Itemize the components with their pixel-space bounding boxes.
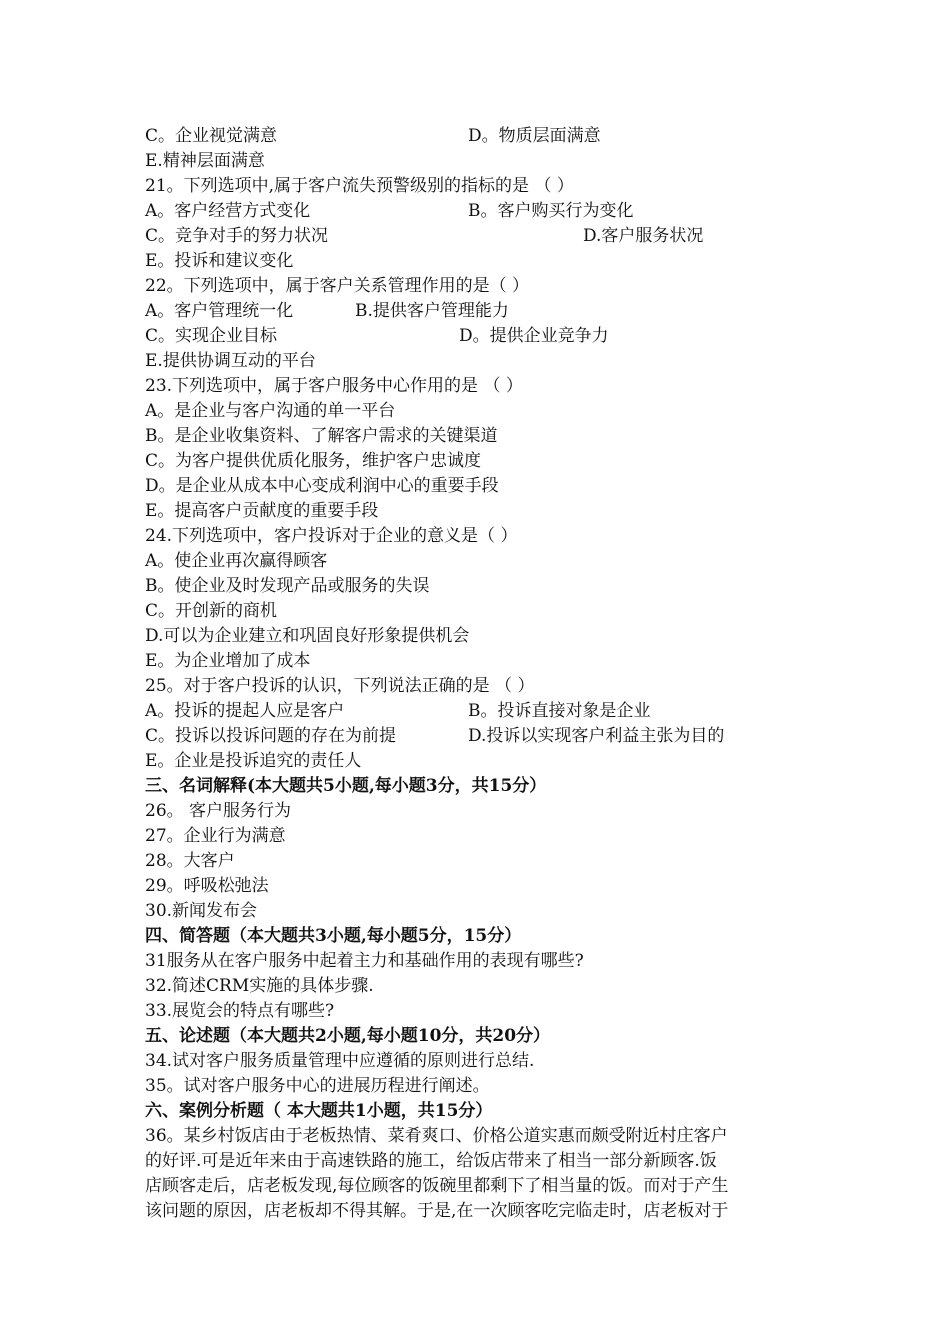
section4-item: 32.简述CRM实施的具体步骤. <box>145 976 374 996</box>
q23-option-d: D。是企业从成本中心变成利润中心的重要手段 <box>145 476 499 496</box>
case-text-line: 店顾客走后，店老板发现,每位顾客的饭碗里都剩下了相当量的饭。而对于产生 <box>145 1176 729 1196</box>
section3-item: 27。企业行为满意 <box>145 826 286 846</box>
q21-option-b: B。客户购买行为变化 <box>468 201 634 221</box>
section3-item: 28。大客户 <box>145 851 235 871</box>
q25-option-c: C。投诉以投诉问题的存在为前提 <box>145 726 397 746</box>
q23-stem: 23.下列选项中，属于客户服务中心作用的是 （ ） <box>145 376 523 396</box>
q22-option-c: C。实现企业目标 <box>145 326 278 346</box>
section3-item: 29。呼吸松弛法 <box>145 876 269 896</box>
q21-option-c: C。竞争对手的努力状况 <box>145 226 329 246</box>
q23-option-b: B。是企业收集资料、了解客户需求的关键渠道 <box>145 426 498 446</box>
case-text-line: 36。某乡村饭店由于老板热情、菜肴爽口、价格公道实惠而颇受附近村庄客户 <box>145 1126 728 1146</box>
q21-option-e: E。投诉和建议变化 <box>145 251 294 271</box>
q23-option-e: E。提高客户贡献度的重要手段 <box>145 501 379 521</box>
case-text-line: 该问题的原因，店老板却不得其解。于是,在一次顾客吃完临走时，店老板对于 <box>145 1201 729 1221</box>
section5-item: 35。试对客户服务中心的进展历程进行阐述。 <box>145 1076 490 1096</box>
q21-option-a: A。客户经营方式变化 <box>145 201 311 221</box>
q25-option-b: B。投诉直接对象是企业 <box>468 701 651 721</box>
section3-item: 26。 客户服务行为 <box>145 801 292 821</box>
q24-option-a: A。使企业再次赢得顾客 <box>145 551 328 571</box>
section5-item: 34.试对客户服务质量管理中应遵循的原则进行总结. <box>145 1051 535 1071</box>
q21-stem: 21。下列选项中,属于客户流失预警级别的指标的是 （ ） <box>145 176 574 196</box>
section3-heading: 三、名词解释(本大题共5小题,每小题3分，共15分） <box>145 776 547 796</box>
q24-option-c: C。开创新的商机 <box>145 601 278 621</box>
q24-option-e: E。为企业增加了成本 <box>145 651 311 671</box>
q22-option-d: D。提供企业竞争力 <box>459 326 609 346</box>
case-text-line: 的好评.可是近年来由于高速铁路的施工，给饭店带来了相当一部分新顾客.饭 <box>145 1151 717 1171</box>
q25-option-a: A。投诉的提起人应是客户 <box>145 701 345 721</box>
section4-heading: 四、简答题（本大题共3小题,每小题5分，15分） <box>145 926 522 946</box>
q22-option-a: A。客户管理统一化 <box>145 301 294 321</box>
q22-option-e: E.提供协调互动的平台 <box>145 351 316 371</box>
section3-item: 30.新闻发布会 <box>145 901 258 921</box>
q23-option-a: A。是企业与客户沟通的单一平台 <box>145 401 396 421</box>
q24-option-b: B。使企业及时发现产品或服务的失误 <box>145 576 430 596</box>
section4-item: 31服务从在客户服务中起着主力和基础作用的表现有哪些? <box>145 951 584 971</box>
q22-stem: 22。下列选项中，属于客户关系管理作用的是（ ） <box>145 276 530 296</box>
q20-option-e: E.精神层面满意 <box>145 151 265 171</box>
section4-item: 33.展览会的特点有哪些? <box>145 1001 335 1021</box>
section6-heading: 六、案例分析题（ 本大题共1小题，共15分） <box>145 1101 493 1121</box>
q25-option-d: D.投诉以实现客户利益主张为目的 <box>468 726 725 746</box>
q25-option-e: E。企业是投诉追究的责任人 <box>145 751 362 771</box>
q23-option-c: C。为客户提供优质化服务，维护客户忠诚度 <box>145 451 482 471</box>
q24-stem: 24.下列选项中，客户投诉对于企业的意义是（ ） <box>145 526 518 546</box>
q21-option-d: D.客户服务状况 <box>583 226 704 246</box>
q25-stem: 25。对于客户投诉的认识，下列说法正确的是 （ ） <box>145 676 535 696</box>
q22-option-b: B.提供客户管理能力 <box>355 301 509 321</box>
q20-option-d: D。物质层面满意 <box>468 126 601 146</box>
q24-option-d: D.可以为企业建立和巩固良好形象提供机会 <box>145 626 470 646</box>
section5-heading: 五、论述题（本大题共2小题,每小题10分，共20分） <box>145 1026 551 1046</box>
q20-option-c: C。企业视觉满意 <box>145 126 278 146</box>
